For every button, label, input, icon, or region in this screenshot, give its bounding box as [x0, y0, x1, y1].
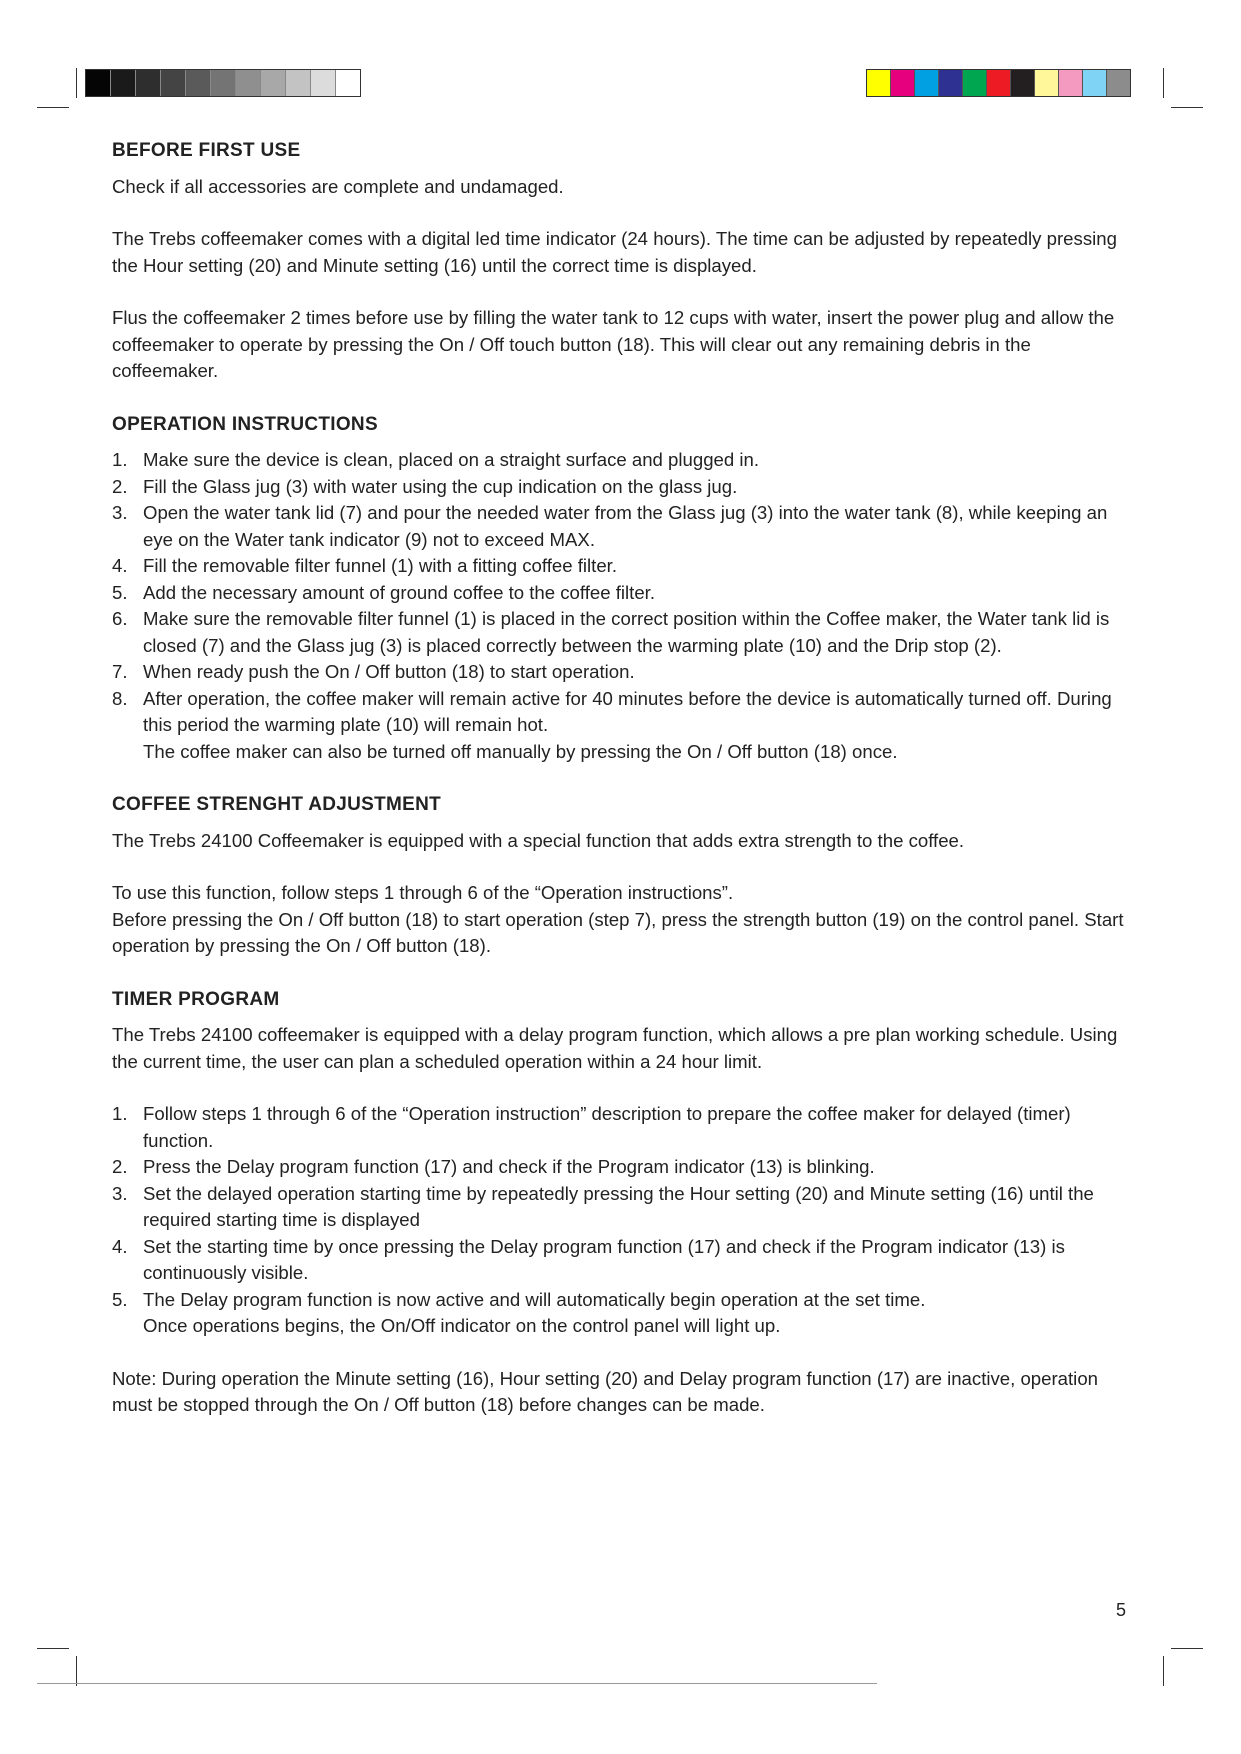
color-swatch [186, 70, 211, 96]
crop-mark [76, 1656, 77, 1686]
color-swatch [86, 70, 111, 96]
color-swatch [915, 70, 939, 96]
color-swatch [867, 70, 891, 96]
color-swatch [286, 70, 311, 96]
color-swatch [939, 70, 963, 96]
crop-mark [76, 68, 77, 98]
bottom-rule [37, 1683, 877, 1684]
paragraph: Flus the coffeemaker 2 times before use by filling the water tank to 12 cups with water, insert the power plug and allow the coffeemaker to operate by pressing the On / Off touch button (18). This will clear out any remaining debris in the coffeemaker. [112, 307, 1115, 381]
color-swatch [136, 70, 161, 96]
color-swatch [987, 70, 1011, 96]
list-item: 1. Follow steps 1 through 6 of the “Operation instruction” description to prepare the coffee maker for delayed (timer) function. [112, 1103, 1071, 1151]
section-heading-strength: COFFEE STRENGHT ADJUSTMENT [112, 794, 442, 815]
list-item: 5. The Delay program function is now active and will automatically begin operation at the set time. Once operations begins, the On/Off indicator on the control panel will light up. [112, 1288, 926, 1336]
color-swatch [311, 70, 336, 96]
paragraph: The Trebs 24100 Coffeemaker is equipped with a special function that adds extra strength to the coffee. [112, 829, 965, 851]
color-swatch [211, 70, 236, 96]
list-item: 3. Set the delayed operation starting time by repeatedly pressing the Hour setting (20) and Minute setting (16) until the required starting time is displayed [112, 1182, 1094, 1230]
color-swatch [261, 70, 286, 96]
color-swatch [161, 70, 186, 96]
paragraph: The Trebs coffeemaker comes with a digital led time indicator (24 hours). The time can be adjusted by repeatedly pressing the Hour setting (20) and Minute setting (16) until the correct time is displayed. [112, 228, 1117, 276]
list-item: 3. Open the water tank lid (7) and pour the needed water from the Glass jug (3) into the water tank (8), while keeping an eye on the Water tank indicator (9) not to exceed MAX. [112, 502, 1108, 550]
list-item: 4. Fill the removable filter funnel (1) with a fitting coffee filter. [112, 555, 618, 576]
paragraph: The Trebs 24100 coffeemaker is equipped with a delay program function, which allows a pre plan working schedule. Using the current time, the user can plan a scheduled operation within a 24 hour limit. [112, 1024, 1118, 1072]
grayscale-calibration-bar [85, 69, 361, 97]
crop-mark [37, 1648, 69, 1649]
color-swatch [891, 70, 915, 96]
section-heading-timer: TIMER PROGRAM [112, 988, 280, 1010]
note-paragraph: Note: During operation the Minute setting (16), Hour setting (20) and Delay program function (17) are inactive, operation must be stopped through the On / Off button (18) before changes can be made. [112, 1367, 1098, 1415]
list-item: 5. Add the necessary amount of ground coffee to the coffee filter. [112, 581, 656, 603]
list-item: 2. Press the Delay program function (17) and check if the Program indicator (13) is blinking. [112, 1156, 875, 1177]
color-swatch [1059, 70, 1083, 96]
color-swatch [236, 70, 261, 96]
paragraph: To use this function, follow steps 1 through 6 of the “Operation instructions”. [112, 882, 734, 903]
crop-mark [1163, 68, 1164, 98]
crop-mark [1171, 1648, 1203, 1649]
crop-mark [37, 107, 69, 108]
color-swatch [336, 70, 360, 96]
list-item: 7. When ready push the On / Off button (18) to start operation. [112, 661, 635, 682]
crop-mark [1171, 107, 1203, 108]
page-number: 5 [1116, 1600, 1127, 1620]
list-item: 2. Fill the Glass jug (3) with water using the cup indication on the glass jug. [112, 475, 738, 497]
section-heading-before-first-use: BEFORE FIRST USE [112, 140, 301, 161]
operation-steps-list [112, 447, 1132, 765]
color-swatch [963, 70, 987, 96]
crop-mark [1163, 1656, 1164, 1686]
color-swatch [1107, 70, 1130, 96]
list-item: 4. Set the starting time by once pressing the Delay program function (17) and check if the Program indicator (13) is continuously visible. [112, 1235, 1065, 1283]
color-swatch [111, 70, 136, 96]
paragraph: Before pressing the On / Off button (18) to start operation (step 7), press the strength button (19) on the control panel. Start operation by pressing the On / Off button (18). [112, 908, 1124, 956]
list-item: 6. Make sure the removable filter funnel (1) is placed in the correct position within the Coffee maker, the Water tank lid is closed (7) and the Glass jug (3) is placed correctly between the warming plate (10) and the Drip stop (2). [112, 608, 1110, 656]
color-swatch [1035, 70, 1059, 96]
color-swatch [1083, 70, 1107, 96]
paragraph: Check if all accessories are complete and undamaged. [112, 175, 564, 197]
page-content [112, 138, 1132, 1419]
list-item: 8. After operation, the coffee maker will remain active for 40 minutes before the device is automatically turned off. During this period the warming plate (10) will remain hot. The coffee maker can also be turned off manually by pressing the On / Off button (18) once. [112, 687, 1112, 762]
section-heading-operation: OPERATION INSTRUCTIONS [112, 413, 378, 435]
list-item: 1. Make sure the device is clean, placed on a straight surface and plugged in. [112, 449, 760, 470]
timer-steps-list [112, 1101, 1132, 1340]
color-swatch [1011, 70, 1035, 96]
color-calibration-bar [866, 69, 1131, 97]
